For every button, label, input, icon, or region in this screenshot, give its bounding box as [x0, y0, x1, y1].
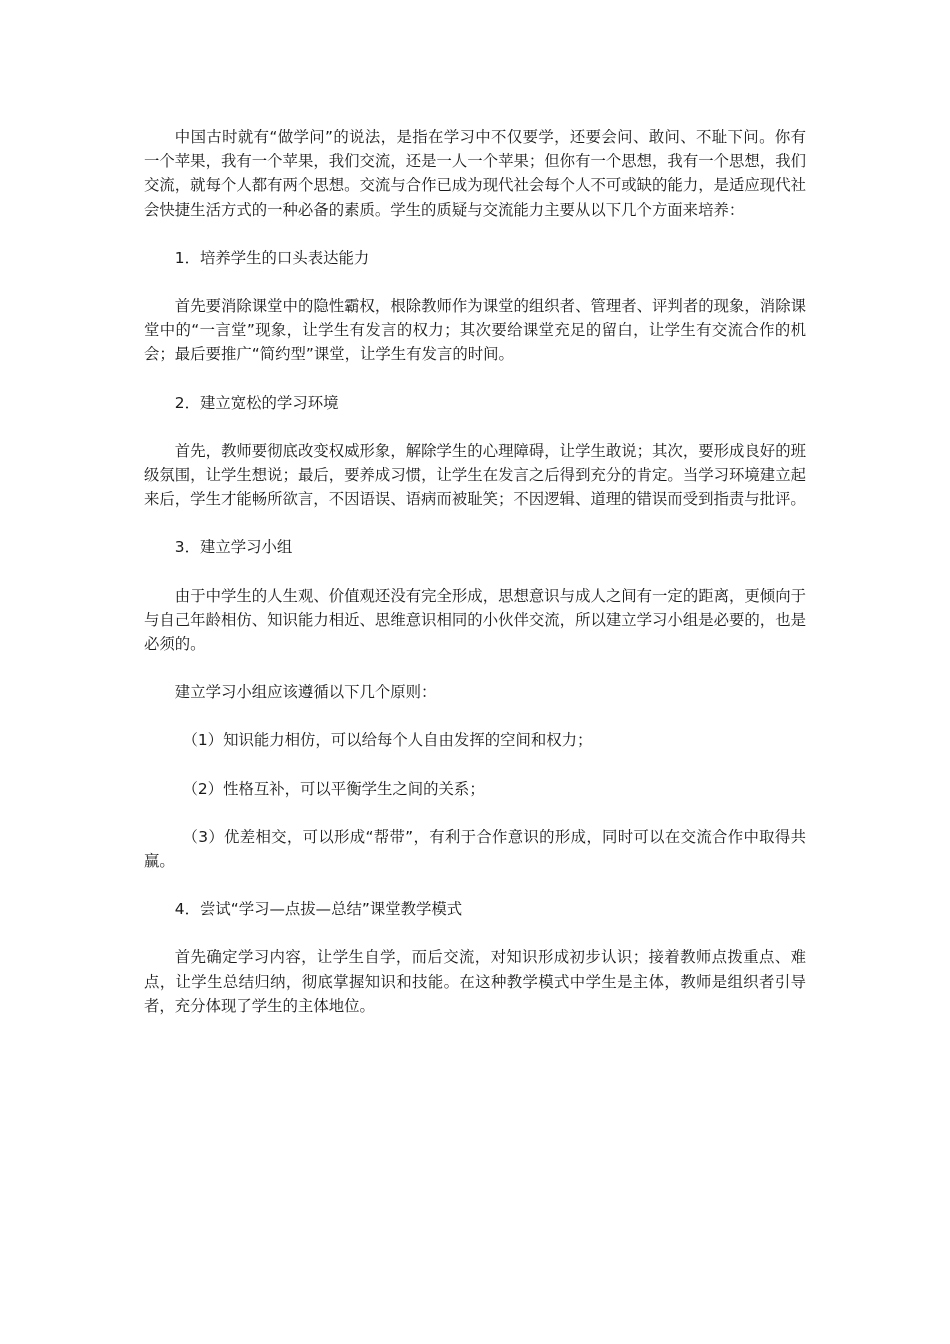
section-2-heading: 2．建立宽松的学习环境: [174, 393, 339, 412]
section-2-body: 首先，教师要彻底改变权威形象，解除学生的心理障碍，让学生敢说；其次，要形成良好的班级氛围，让学生想说；最后，要养成习惯，让学生在发言之后得到充分的肯定。当学习环境建立起来后，学生才能畅所欲言，不因语误、语病而被耻笑；不因逻辑、道理的错误而受到指责与批评。: [144, 441, 806, 509]
principle-item-3: （3）优差相交，可以形成“帮带”，有利于合作意识的形成，同时可以在交流合作中取得共赢。: [144, 827, 806, 871]
section-3-heading: 3．建立学习小组: [174, 538, 293, 557]
section-3-body: 由于中学生的人生观、价值观还没有完全形成，思想意识与成人之间有一定的距离，更倾向于与自己年龄相仿、知识能力相近、思维意识相同的小伙伴交流，所以建立学习小组是必要的，也是必须的。: [144, 586, 806, 654]
section-1-heading: 1．培养学生的口头表达能力: [174, 248, 370, 267]
section-1-body: 首先要消除课堂中的隐性霸权，根除教师作为课堂的组织者、管理者、评判者的现象，消除课堂中的“一言堂”现象，让学生有发言的权力；其次要给课堂充足的留白，让学生有交流合作的机会；最后要推广“简约型”课堂，让学生有发言的时间。: [144, 297, 806, 364]
section-3-principles-intro: 建立学习小组应该遵循以下几个原则：: [174, 683, 437, 702]
section-4-heading: 4．尝试“学习—点拔—总结”课堂教学模式: [174, 900, 463, 919]
principle-item-2: （2）性格互补，可以平衡学生之间的关系；: [182, 779, 485, 798]
intro-paragraph: 中国古时就有“做学问”的说法，是指在学习中不仅要学，还要会问、敢问、不耻下问。你有一个苹果，我有一个苹果，我们交流，还是一人一个苹果；但你有一个思想，我有一个思想，我们交流，就每个人都有两个思想。交流与合作已成为现代社会每个人不可或缺的能力，是适应现代社会快捷生活方式的一种必备的素质。学生的质疑与交流能力主要从以下几个方面来培养：: [144, 128, 806, 219]
document-body: [144, 125, 806, 1042]
principle-item-1: （1）知识能力相仿，可以给每个人自由发挥的空间和权力；: [182, 731, 593, 750]
section-4-body: 首先确定学习内容，让学生自学，而后交流，对知识形成初步认识；接着教师点拨重点、难点，让学生总结归纳，彻底掌握知识和技能。在这种教学模式中学生是主体，教师是组织者引导者，充分体现了学生的主体地位。: [144, 948, 806, 1015]
